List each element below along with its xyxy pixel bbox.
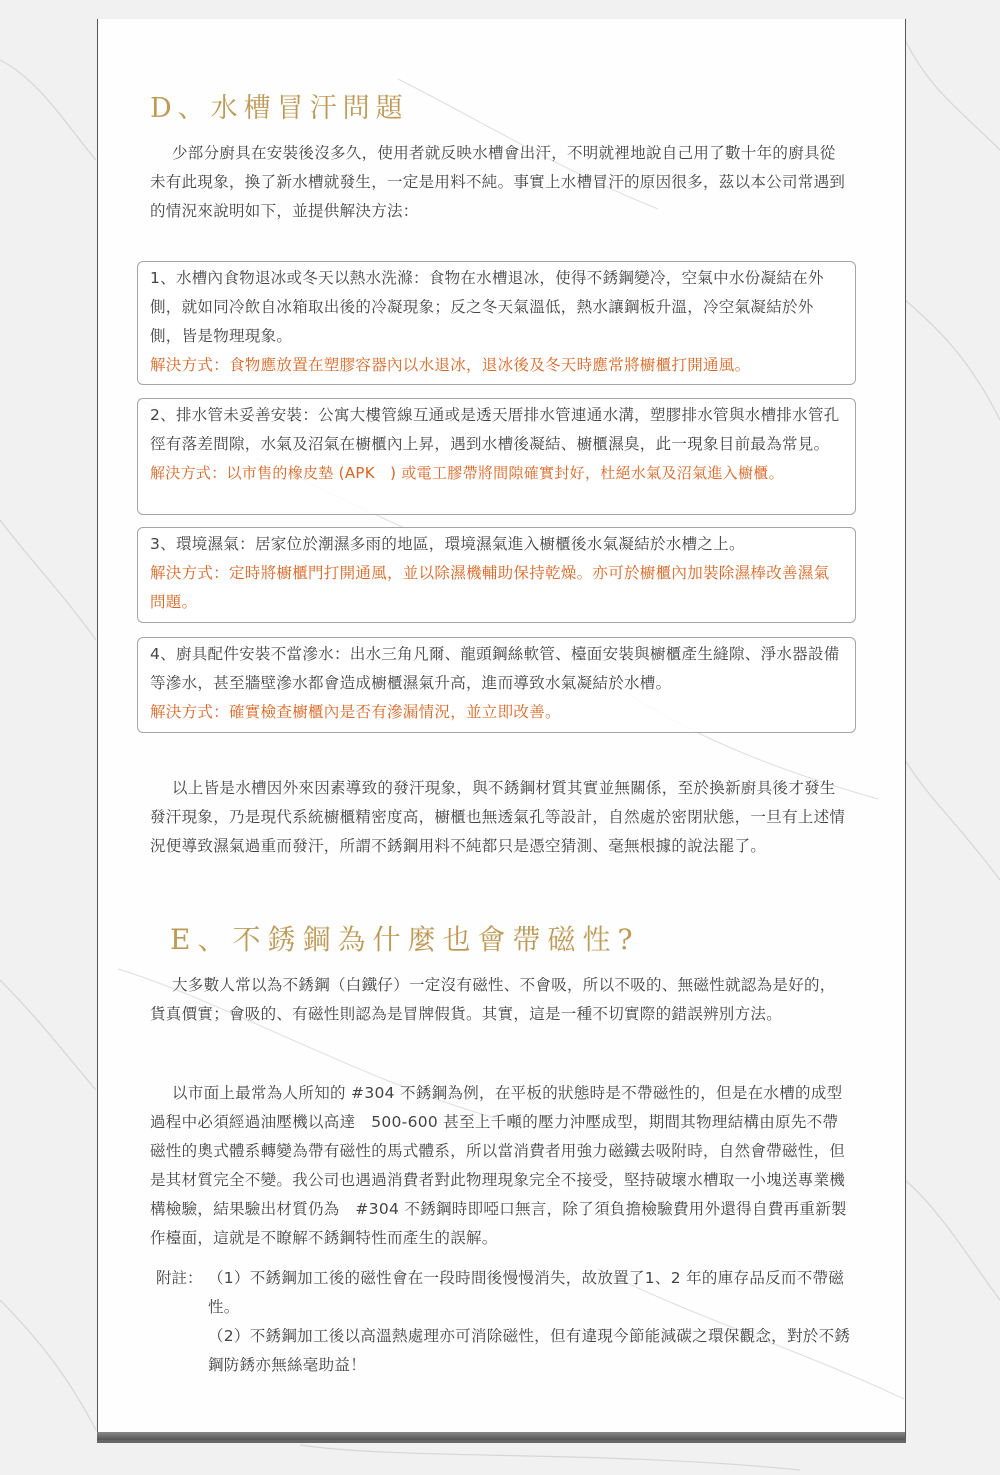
section-d-intro: 少部分廚具在安裝後沒多久，使用者就反映水槽會出汗，不明就裡地說自己用了數十年的廚具從未有此現象，換了新水槽就發生，一定是用料不純。事實上水槽冒汗的原因很多，茲以本公司常遇到的情況來說明如下，並提供解決方法：	[150, 144, 846, 220]
issue-solution: 解決方式：定時將櫥櫃門打開通風，並以除濕機輔助保持乾燥。亦可於櫥櫃內加裝除濕棒改善濕氣問題。	[150, 564, 830, 611]
issue-solution: 解決方式：以市售的橡皮墊 (APK ) 或電工膠帶將間隙確實封好，杜絕水氣及沼氣進入櫥櫃。	[150, 464, 784, 482]
issue-text: 2、排水管未妥善安裝：公寓大樓管線互通或是透天厝排水管連通水溝，塑膠排水管與水槽排水管孔徑有落差間隙，水氣及沼氣在櫥櫃內上昇，遇到水槽後凝結、櫥櫃濕臭，此一現象目前最為常見。	[150, 406, 840, 453]
issue-solution: 解決方式：確實檢查櫥櫃內是否有滲漏情況，並立即改善。	[150, 703, 561, 721]
panel-bottom-edge	[97, 1432, 905, 1440]
section-e-paragraph-1: 大多數人常以為不銹鋼（白鐵仔）一定沒有磁性、不會吸，所以不吸的、無磁性就認為是好的，貨真價實；會吸的、有磁性則認為是冒牌假貨。其實，這是一種不切實際的錯誤辨別方法。	[150, 976, 836, 1023]
issue-text: 3、環境濕氣：居家位於潮濕多雨的地區，環境濕氣進入櫥櫃後水氣凝結於水槽之上。	[150, 535, 745, 553]
issue-box-3	[137, 527, 856, 623]
issue-box-1	[137, 261, 856, 385]
issue-solution: 解決方式：食物應放置在塑膠容器內以水退冰，退冰後及冬天時應常將櫥櫃打開通風。	[150, 356, 751, 374]
issue-box-4	[137, 637, 856, 733]
note-item-2: （2）不銹鋼加工後以高溫熱處理亦可消除磁性，但有違現今節能減碳之環保觀念，對於不銹鋼防銹亦無絲毫助益！	[208, 1327, 851, 1374]
note-label: 附註：	[156, 1269, 203, 1287]
section-e-paragraph-2: 以市面上最常為人所知的 #304 不銹鋼為例，在平板的狀態時是不帶磁性的，但是在水槽的成型過程中必須經過油壓機以高達 500-600 甚至上千噸的壓力沖壓成型，期間其物理結構由原先不帶磁性的奧式體系轉變為帶有磁性的馬式體系，所以當消費者用強力磁鐵去吸附時，自然會帶磁性，但是其材質完全不變。我公司也遇過消費者對此物理現象完全不接受，堅持破壞水槽取一小塊送專業機構檢驗，結果驗出材質仍為 #304 不銹鋼時即啞口無言，除了須負擔檢驗費用外還得自費再重新製作檯面，這就是不瞭解不銹鋼特性而產生的誤解。	[150, 1084, 847, 1247]
note-item-1: （1）不銹鋼加工後的磁性會在一段時間後慢慢消失，故放置了1、2 年的庫存品反而不帶磁性。	[208, 1269, 845, 1316]
section-e-title: E、不銹鋼為什麼也會帶磁性?	[170, 923, 640, 956]
section-d-title: D、水槽冒汗問題	[150, 93, 409, 124]
issue-text: 4、廚具配件安裝不當滲水：出水三角凡爾、龍頭鋼絲軟管、檯面安裝與櫥櫃產生縫隙、淨水器設備等滲水，甚至牆壁滲水都會造成櫥櫃濕氣升高，進而導致水氣凝結於水槽。	[150, 645, 840, 692]
section-d-conclusion: 以上皆是水槽因外來因素導致的發汗現象，與不銹鋼材質其實並無關係，至於換新廚具後才發生發汗現象，乃是現代系統櫥櫃精密度高，櫥櫃也無透氣孔等設計，自然處於密閉狀態，一旦有上述情況便導致濕氣過重而發汗，所謂不銹鋼用料不純都只是憑空猜測、毫無根據的說法罷了。	[150, 779, 846, 855]
issue-box-2	[137, 398, 856, 515]
issue-text: 1、水槽內食物退冰或冬天以熱水洗滌：食物在水槽退冰，使得不銹鋼變冷，空氣中水份凝結在外側，就如同冷飲自冰箱取出後的冷凝現象；反之冬天氣溫低，熱水讓鋼板升溫，冷空氣凝結於外側，皆是物理現象。	[150, 269, 824, 345]
